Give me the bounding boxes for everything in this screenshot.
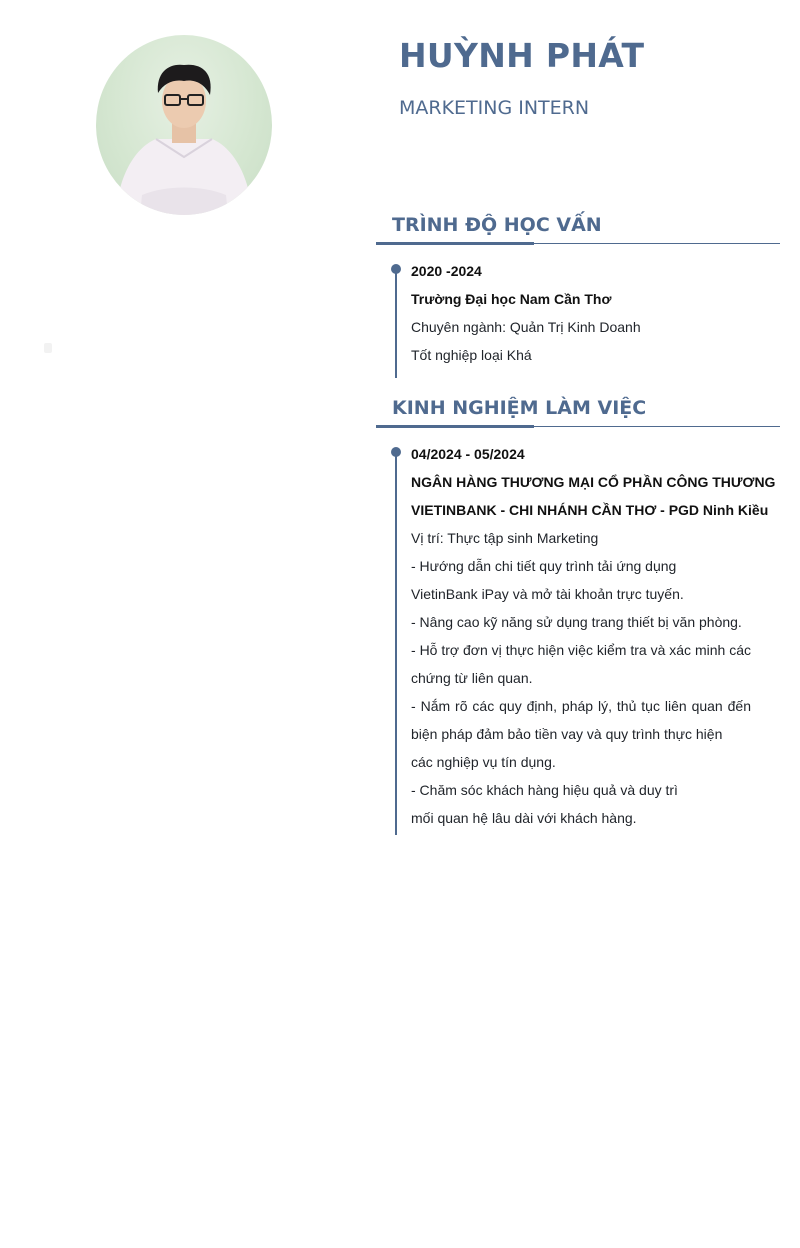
experience-timeline-line <box>395 451 397 835</box>
education-grade: Tốt nghiệp loại Khá <box>411 347 532 363</box>
education-entry <box>411 257 751 369</box>
experience-duty-line: - Nắm rõ các quy định, pháp lý, thủ tục liên quan đến <box>411 698 751 714</box>
experience-duty-line: - Hướng dẫn chi tiết quy trình tải ứng dụng <box>411 558 677 574</box>
education-section-rule <box>376 243 780 244</box>
experience-duty-line: mối quan hệ lâu dài với khách hàng. <box>411 810 637 826</box>
experience-duty-line: - Hỗ trợ đơn vị thực hiện việc kiểm tra và xác minh các <box>411 642 751 658</box>
experience-rule-accent <box>376 425 534 428</box>
experience-position: Vị trí: Thực tập sinh Marketing <box>411 530 599 546</box>
experience-duty-line: chứng từ liên quan. <box>411 670 533 686</box>
candidate-role: MARKETING INTERN <box>399 97 590 119</box>
profile-photo <box>96 35 272 215</box>
experience-company-line-2: VIETINBANK - CHI NHÁNH CẦN THƠ - PGD Ninh Kiều <box>411 502 769 518</box>
experience-duty-line: VietinBank iPay và mở tài khoản trực tuyến. <box>411 586 684 602</box>
experience-section-title: KINH NGHIỆM LÀM VIỆC <box>392 397 647 419</box>
experience-duty-line: các nghiệp vụ tín dụng. <box>411 754 556 770</box>
experience-duty-line: - Chăm sóc khách hàng hiệu quả và duy trì <box>411 782 678 798</box>
decorative-speck <box>44 343 52 353</box>
education-timeline-line <box>395 268 397 378</box>
candidate-name: HUỲNH PHÁT <box>399 36 645 75</box>
experience-timeline-dot <box>391 447 401 457</box>
experience-company-line-1: NGÂN HÀNG THƯƠNG MẠI CỔ PHẦN CÔNG THƯƠNG <box>411 474 776 490</box>
education-section-title: TRÌNH ĐỘ HỌC VẤN <box>392 214 602 236</box>
education-school: Trường Đại học Nam Cần Thơ <box>411 291 612 307</box>
experience-entry <box>411 440 776 832</box>
education-rule-accent <box>376 242 534 245</box>
education-period: 2020 -2024 <box>411 263 482 279</box>
education-major: Chuyên ngành: Quản Trị Kinh Doanh <box>411 319 641 335</box>
experience-duty-line: - Nâng cao kỹ năng sử dụng trang thiết bị văn phòng. <box>411 614 742 630</box>
experience-duty-line: biện pháp đảm bảo tiền vay và quy trình thực hiện <box>411 726 723 742</box>
experience-period: 04/2024 - 05/2024 <box>411 446 525 462</box>
education-timeline-dot <box>391 264 401 274</box>
experience-section-rule <box>376 426 780 427</box>
